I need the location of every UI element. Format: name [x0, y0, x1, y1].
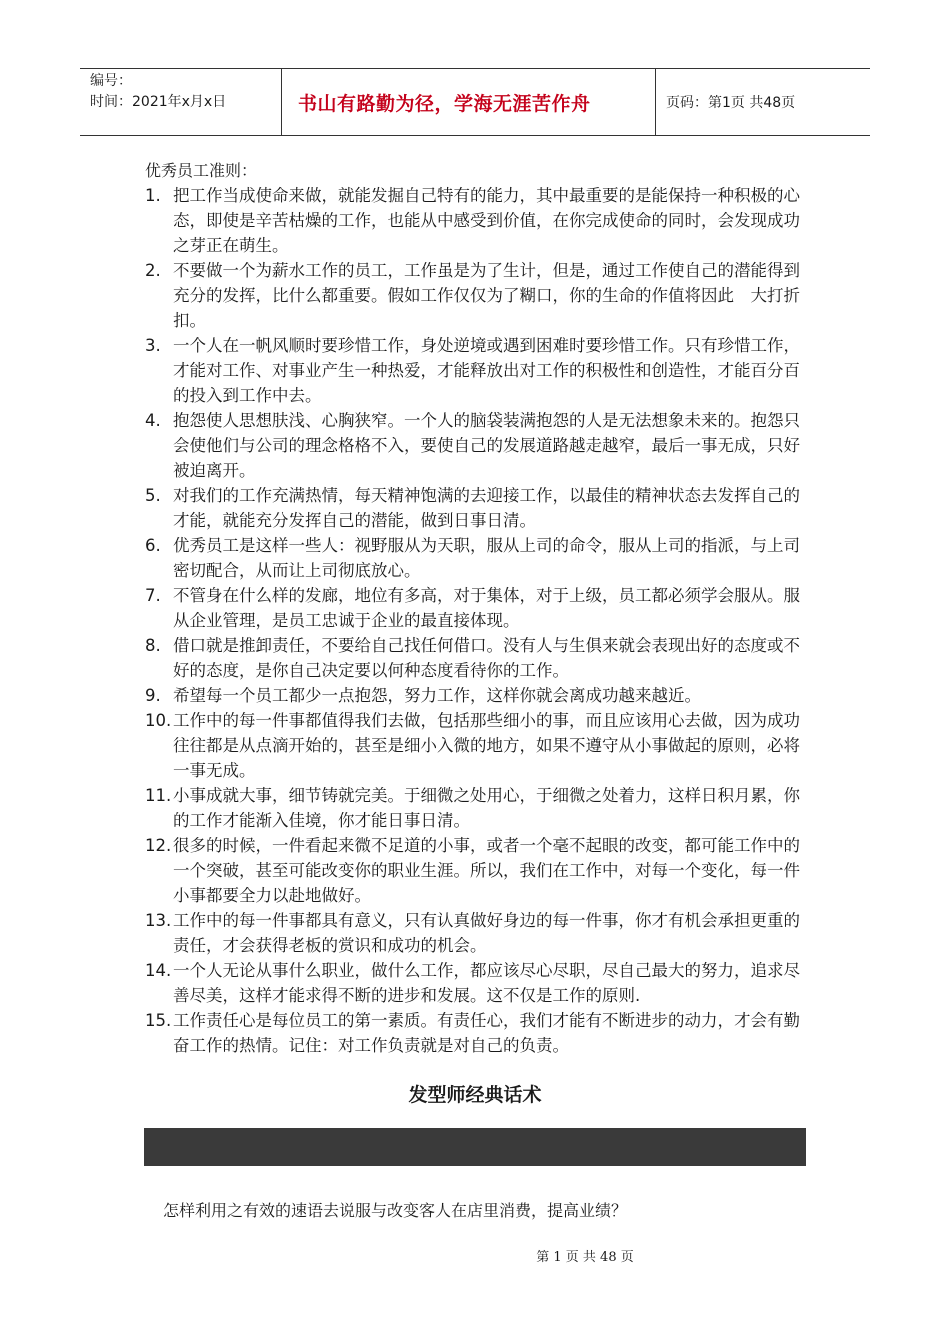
- list-item-text: 抱怨使人思想肤浅、心胸狭窄。一个人的脑袋装满抱怨的人是无法想象未来的。抱怨只会使他们与公司的理念格格不入，要使自己的发展道路越走越窄，最后一事无成，只好被迫离开。: [173, 411, 800, 480]
- list-item-number: 1.: [145, 186, 161, 205]
- rules-list: [145, 183, 817, 1058]
- date-label: 时间：2021年x月x日: [90, 94, 227, 110]
- list-item-text: 工作责任心是每位员工的第一素质。有责任心，我们才能有不断进步的动力，才会有勤奋工作的热情。记住：对工作负责就是对自己的负责。: [173, 1011, 800, 1055]
- dark-banner-bar: [144, 1128, 806, 1166]
- list-item: [145, 483, 810, 533]
- list-item-text: 希望每一个员工都少一点抱怨，努力工作，这样你就会离成功越来越近。: [173, 686, 701, 705]
- list-item-text: 很多的时候，一件看起来微不足道的小事，或者一个毫不起眼的改变，都可能工作中的一个突破，甚至可能改变你的职业生涯。所以，我们在工作中，对每一个变化，每一件小事都要全力以赴地做好。: [173, 836, 800, 905]
- list-item-number: 9.: [145, 686, 161, 705]
- header-motto: 书山有路勤为径，学海无涯苦作舟: [298, 92, 591, 115]
- list-item-number: 7.: [145, 586, 161, 605]
- list-item: [145, 683, 810, 708]
- list-item-text: 优秀员工是这样一些人：视野服从为天职，服从上司的命令，服从上司的指派，与上司密切配合，从而让上司彻底放心。: [173, 536, 800, 580]
- list-item: [145, 183, 810, 258]
- document-header: [80, 68, 870, 136]
- list-item-text: 借口就是推卸责任，不要给自己找任何借口。没有人与生俱来就会表现出好的态度或不好的态度，是你自己决定要以何种态度看待你的工作。: [173, 636, 800, 680]
- header-page-info: 页码：第1页 共48页: [666, 95, 796, 111]
- list-item-number: 14.: [145, 961, 172, 980]
- list-item-number: 5.: [145, 486, 161, 505]
- page-footer: 第 1 页 共 48 页: [536, 1250, 634, 1265]
- list-item-number: 10.: [145, 711, 172, 730]
- header-meta: [80, 69, 282, 135]
- list-item-number: 8.: [145, 636, 161, 655]
- list-item-number: 3.: [145, 336, 161, 355]
- list-item-text: 小事成就大事，细节铸就完美。于细微之处用心，于细微之处着力，这样日积月累，你的工作才能渐入佳境，你才能日事日清。: [173, 786, 800, 830]
- list-item-number: 11.: [145, 786, 172, 805]
- question-text: 怎样利用之有效的速语去说服与改变客人在店里消费，提高业绩？: [163, 1201, 628, 1220]
- list-item: [145, 783, 810, 833]
- list-item-text: 工作中的每一件事都具有意义，只有认真做好身边的每一件事，你才有机会承担更重的责任，才会获得老板的赏识和成功的机会。: [173, 911, 800, 955]
- list-item-text: 把工作当成使命来做，就能发掘自己特有的能力，其中最重要的是能保持一种积极的心态，即使是辛苦枯燥的工作，也能从中感受到价值，在你完成使命的同时，会发现成功之芽正在萌生。: [173, 186, 800, 255]
- list-item: [145, 1008, 810, 1058]
- header-motto-cell: [282, 69, 656, 135]
- list-item: [145, 908, 810, 958]
- list-item-text: 不管身在什么样的发廊，地位有多高，对于集体，对于上级，员工都必须学会服从。服从企业管理，是员工忠诚于企业的最直接体现。: [173, 586, 800, 630]
- list-item-text: 一个人在一帆风顺时要珍惜工作，身处逆境或遇到困难时要珍惜工作。只有珍惜工作，才能对工作、对事业产生一种热爱，才能释放出对工作的积极性和创造性，才能百分百的投入到工作中去。: [173, 336, 800, 405]
- list-item-number: 13.: [145, 911, 172, 930]
- list-item-number: 6.: [145, 536, 161, 555]
- list-item-text: 对我们的工作充满热情，每天精神饱满的去迎接工作，以最佳的精神状态去发挥自己的才能，就能充分发挥自己的潜能，做到日事日清。: [173, 486, 800, 530]
- list-item: [145, 633, 810, 683]
- list-item-text: 工作中的每一件事都值得我们去做，包括那些细小的事，而且应该用心去做，因为成功 往往都是从点滴开始的，甚至是细小入微的地方，如果不遵守从小事做起的原则，必将一事无成。: [173, 711, 817, 780]
- list-item: [145, 583, 810, 633]
- list-item: [145, 333, 810, 408]
- list-item-number: 15.: [145, 1011, 172, 1030]
- list-item: [145, 708, 817, 783]
- intro-heading: 优秀员工准则：: [145, 161, 258, 180]
- list-item: [145, 958, 810, 1008]
- list-item-number: 12.: [145, 836, 172, 855]
- section-title: 发型师经典话术: [408, 1084, 542, 1106]
- list-item: [145, 408, 810, 483]
- list-item: [145, 833, 810, 908]
- list-item: [145, 258, 810, 333]
- list-item-number: 4.: [145, 411, 161, 430]
- list-item-text: 不要做一个为薪水工作的员工，工作虽是为了生计，但是，通过工作使自己的潜能得到充分的发挥，比什么都重要。假如工作仅仅为了糊口，你的生命的作值将因此 大打折扣。: [173, 261, 800, 330]
- list-item-number: 2.: [145, 261, 161, 280]
- serial-label: 编号：: [90, 73, 132, 89]
- list-item: [145, 533, 810, 583]
- list-item-text: 一个人无论从事什么职业，做什么工作，都应该尽心尽职，尽自己最大的努力，追求尽善尽美，这样才能求得不断的进步和发展。这不仅是工作的原则.: [173, 961, 800, 1005]
